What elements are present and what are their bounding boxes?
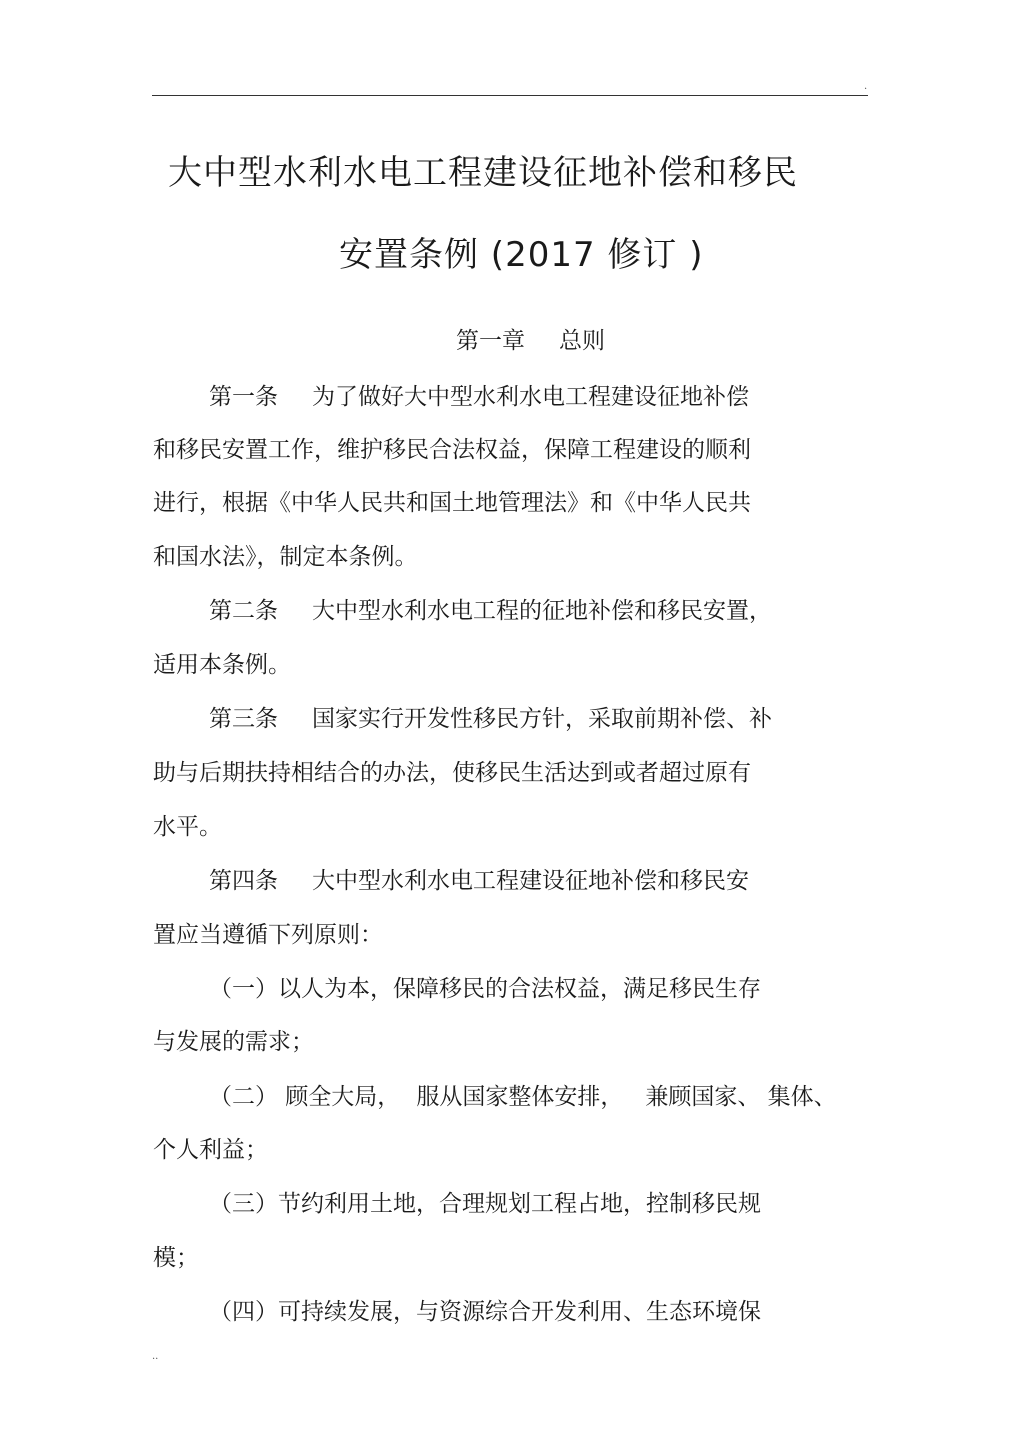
article-3-line-3: 水平。 <box>153 814 222 840</box>
document-title-line-1: 大中型水利水电工程建设征地补偿和移民 <box>168 153 798 193</box>
article-3-line-1 <box>209 702 772 736</box>
article-1-line-2: 和移民安置工作，维护移民合法权益，保障工程建设的顺利 <box>153 437 751 463</box>
article-3-label: 第三条 <box>209 706 278 732</box>
header-rule <box>152 95 868 96</box>
article-2-line-2: 适用本条例。 <box>153 652 291 678</box>
article-4-text: 大中型水利水电工程建设征地补偿和移民安 <box>312 868 749 894</box>
article-3-text: 国家实行开发性移民方针，采取前期补偿、补 <box>312 706 772 732</box>
chapter-heading <box>456 324 605 358</box>
header-dot: . <box>864 81 868 92</box>
article-4-line-2: 置应当遵循下列原则： <box>153 922 383 948</box>
principle-2-line-2: 个人利益； <box>153 1137 268 1163</box>
article-2-label: 第二条 <box>209 598 278 624</box>
chapter-name: 总则 <box>559 328 605 354</box>
principle-1-line-1: （一）以人为本，保障移民的合法权益，满足移民生存 <box>209 976 761 1002</box>
principle-4-line-1: （四）可持续发展，与资源综合开发利用、生态环境保 <box>209 1299 761 1325</box>
principle-2-line-1 <box>209 1080 837 1114</box>
principle-3-line-2: 模； <box>153 1245 199 1271</box>
article-1-line-4: 和国水法》，制定本条例。 <box>153 544 418 570</box>
article-4-line-1 <box>209 864 749 898</box>
article-3-line-2: 助与后期扶持相结合的办法，使移民生活达到或者超过原有 <box>153 760 751 786</box>
principle-3-line-1: （三）节约利用土地，合理规划工程占地，控制移民规 <box>209 1191 761 1217</box>
principle-2-part-3: 兼顾国家、 集体、 <box>645 1084 837 1110</box>
principle-2-part-1: （二） 顾全大局， <box>209 1084 401 1110</box>
article-2-line-1 <box>209 594 772 628</box>
article-1-label: 第一条 <box>209 384 278 410</box>
document-title-line-2: 安置条例 (2017 修订 ) <box>339 235 704 275</box>
article-1-line-1 <box>209 380 749 414</box>
article-1-text: 为了做好大中型水利水电工程建设征地补偿 <box>312 384 749 410</box>
chapter-number: 第一章 <box>456 328 525 354</box>
principle-1-line-2: 与发展的需求； <box>153 1029 314 1055</box>
footer-dots: .. <box>152 1351 159 1362</box>
article-2-text: 大中型水利水电工程的征地补偿和移民安置， <box>312 598 772 624</box>
principle-2-part-2: 服从国家整体安排， <box>416 1084 624 1110</box>
article-4-label: 第四条 <box>209 868 278 894</box>
article-1-line-3: 进行，根据《中华人民共和国土地管理法》和《中华人民共 <box>153 490 751 516</box>
